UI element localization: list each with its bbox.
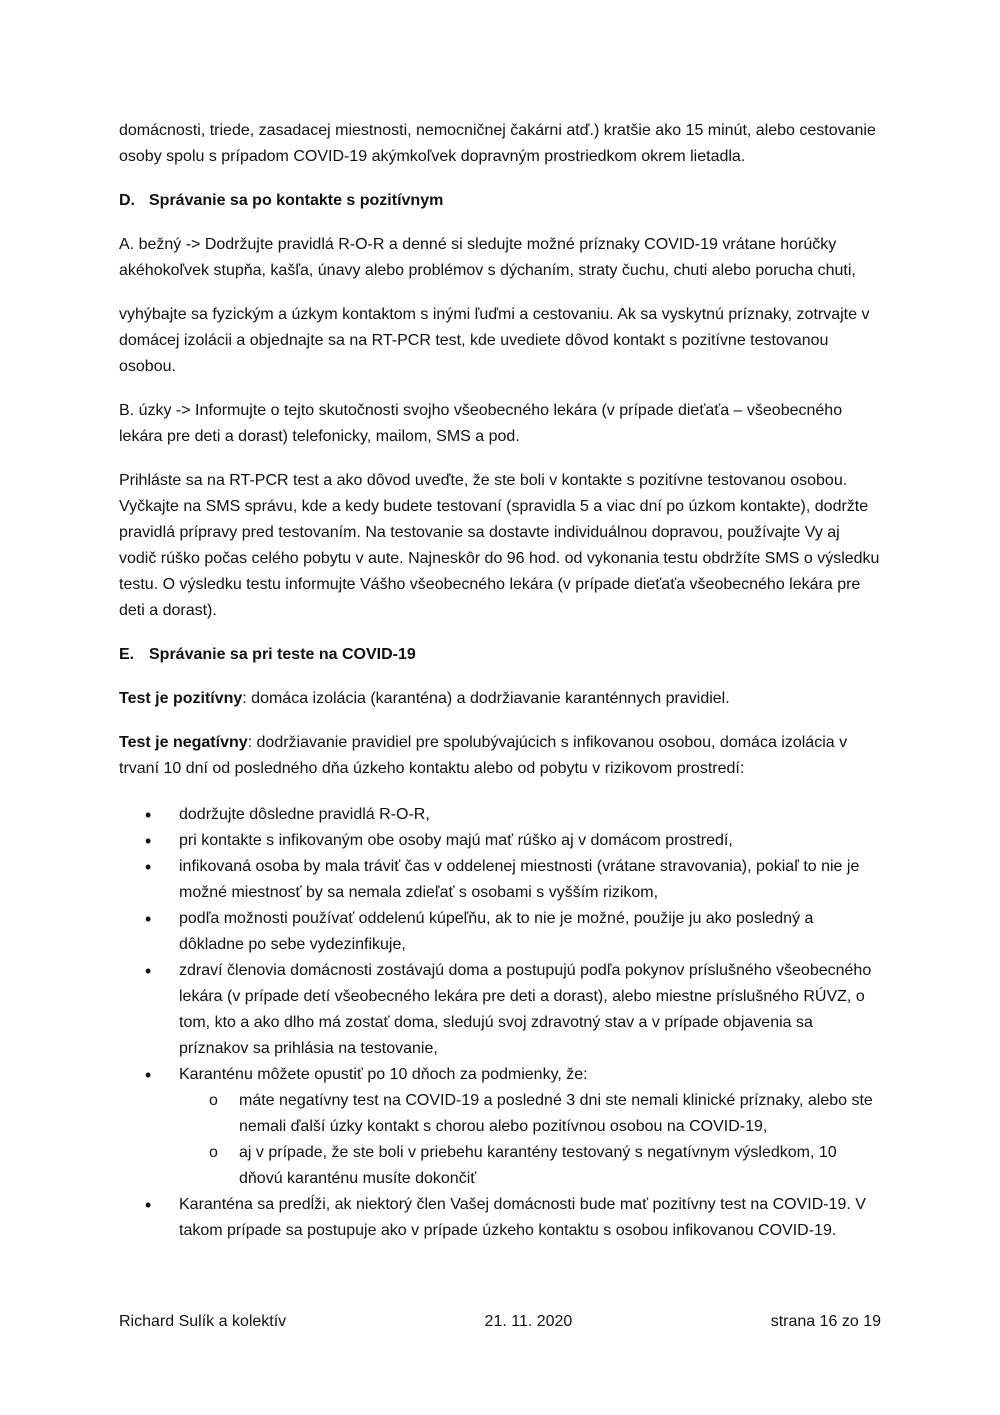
positive-test-paragraph [119, 686, 881, 712]
list-item-text: Karanténu môžete opustiť po 10 dňoch za podmienky, že: [179, 1066, 588, 1083]
positive-test-text: : domáca izolácia (karanténa) a dodržiavanie karanténnych pravidiel. [242, 690, 730, 707]
section-d-heading [119, 188, 881, 214]
negative-test-label: Test je negatívny [119, 734, 248, 751]
footer-date: 21. 11. 2020 [484, 1313, 573, 1330]
sub-list [179, 1088, 881, 1192]
intro-paragraph: domácnosti, triede, zasadacej miestnosti, nemocničnej čakárni atď.) kratšie ako 15 minút, alebo cestovanie osoby spolu s prípadom COVID-19 akýmkoľvek dopravným prostriedkom okrem lietadla. [119, 122, 876, 165]
section-d-paragraph-3: B. úzky -> Informujte o tejto skutočnosti svojho všeobecného lekára (v prípade dieťaťa – všeobecného lekára pre deti a dorast) telefonicky, mailom, SMS a pod. [119, 402, 843, 445]
section-d-number: D. [119, 192, 135, 209]
footer-page-number: strana 16 zo 19 [770, 1313, 881, 1330]
section-d-paragraph-1: A. bežný -> Dodržujte pravidlá R-O-R a denné si sledujte možné príznaky COVID-19 vrátane horúčky akéhokoľvek stupňa, kašľa, únavy alebo problémov s dýchaním, straty čuchu, chuti alebo porucha chuti, [119, 236, 856, 279]
sub-list-item: o máte negatívny test na COVID-19 a posledné 3 dni ste nemali klinické príznaky, alebo ste nemali ďalší úzky kontakt s chorou alebo pozitívnou osobou na COVID-19, [179, 1088, 881, 1140]
list-item: • dodržujte dôsledne pravidlá R-O-R, [119, 802, 881, 828]
list-item: • Karanténa sa predĺži, ak niektorý člen Vašej domácnosti bude mať pozitívny test na COVID-19. V takom prípade sa postupuje ako v prípade úzkeho kontaktu s osobou infikovanou COVID-19. [119, 1192, 881, 1244]
page-footer [119, 1310, 881, 1334]
sub-list-item: o aj v prípade, že ste boli v priebehu karantény testovaný s negatívnym výsledkom, 10 dňovú karanténu musíte dokončiť [179, 1140, 881, 1192]
section-d-title: Správanie sa po kontakte s pozitívnym [149, 192, 444, 209]
list-item: • zdraví členovia domácnosti zostávajú doma a postupujú podľa pokynov príslušného všeobecného lekára (v prípade detí všeobecného lekára pre deti a dorast), alebo miestne príslušného RÚVZ, o tom, kto a ako dlho má zostať doma, sledujú svoj zdravotný stav a v prípade objavenia sa príznakov sa prihlásia na testovanie, [119, 958, 881, 1062]
footer-author: Richard Sulík a kolektív [119, 1313, 287, 1330]
section-d-paragraph-4: Prihláste sa na RT-PCR test a ako dôvod uveďte, že ste boli v kontakte s pozitívne testovanou osobou. Vyčkajte na SMS správu, kde a kedy budete testovaní (spravidla 5 a viac dní po úzkom kontakte), dodržte pravidlá prípravy pred testovaním. Na testovanie sa dostavte individuálnou dopravou, používajte Vy aj vodič rúško počas celého pobytu v aute. Najneskôr do 96 hod. od vykonania testu obdržíte SMS o výsledku testu. O výsledku testu informujte Vášho všeobecného lekára (v prípade dieťaťa všeobecného lekára pre deti a dorast). [119, 472, 880, 619]
list-item: • podľa možnosti používať oddelenú kúpeľňu, ak to nie je možné, použije ju ako posledný a dôkladne po sebe vydezinfikuje, [119, 906, 881, 958]
section-e-number: E. [119, 646, 135, 663]
negative-test-text: : dodržiavanie pravidiel pre spolubývajúcich s infikovanou osobou, domáca izolácia v trvaní 10 dní od posledného dňa úzkeho kontaktu alebo od pobytu v rizikovom prostredí: [119, 734, 848, 777]
list-item-with-sublist [119, 1062, 881, 1192]
section-e-title: Správanie sa pri teste na COVID-19 [149, 646, 416, 663]
list-item: • pri kontakte s infikovaným obe osoby majú mať rúško aj v domácom prostredí, [119, 828, 881, 854]
positive-test-label: Test je pozitívny [119, 690, 243, 707]
list-item: • infikovaná osoba by mala tráviť čas v oddelenej miestnosti (vrátane stravovania), pokiaľ to nie je možné miestnosť by sa nemala zdieľať s osobami s vyšším rizikom, [119, 854, 881, 906]
rules-list [119, 802, 881, 1244]
section-d-paragraph-2: vyhýbajte sa fyzickým a úzkym kontaktom s inými ľuďmi a cestovaniu. Ak sa vyskytnú príznaky, zotrvajte v domácej izolácii a objednajte sa na RT-PCR test, kde uvediete dôvod kontakt s pozitívne testovanou osobou. [119, 306, 870, 375]
negative-test-paragraph [119, 730, 881, 782]
section-e-heading [119, 642, 881, 668]
document-page [119, 118, 881, 1244]
